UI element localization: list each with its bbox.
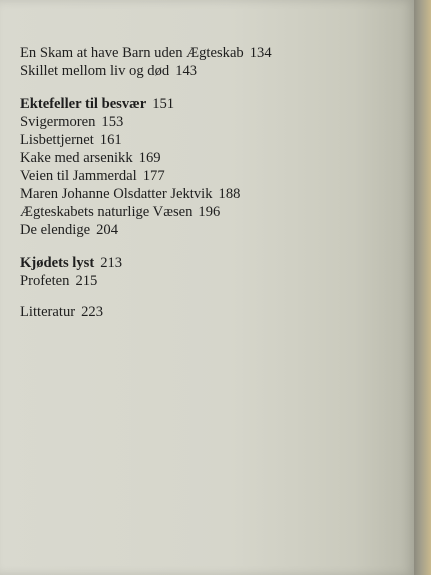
toc-entry-title: Veien til Jammerdal <box>20 168 137 184</box>
toc-section-page: 213 <box>100 255 123 271</box>
toc-entry <box>20 303 410 321</box>
toc-entry-title: Svigermoren <box>20 114 96 130</box>
toc-section-page: 151 <box>152 96 175 112</box>
page-edge <box>414 0 431 575</box>
toc-entry-page: 143 <box>175 63 198 79</box>
toc-entry <box>20 62 410 80</box>
toc-entry <box>20 44 410 62</box>
toc-entry <box>20 113 410 131</box>
table-of-contents <box>20 44 410 321</box>
toc-entry-title: En Skam at have Barn uden Ægteskab <box>20 45 244 61</box>
toc-entry-page: 177 <box>142 168 165 184</box>
section-gap <box>20 239 410 254</box>
toc-entry-page: 223 <box>81 304 103 320</box>
toc-entry-title: Litteratur <box>20 304 76 320</box>
toc-entry-title: Skillet mellom liv og død <box>20 63 170 79</box>
section-gap <box>20 80 410 95</box>
toc-entry-title: Kake med arsenikk <box>20 150 133 166</box>
toc-section-title: Ektefeller til besvær <box>20 96 147 112</box>
toc-entry-page: 215 <box>75 273 98 289</box>
toc-entry-title: Profeten <box>20 273 70 289</box>
toc-entry-page: 169 <box>138 150 161 166</box>
toc-entry <box>20 149 410 167</box>
toc-entry <box>20 221 410 239</box>
toc-entry <box>20 185 410 203</box>
toc-entry-page: 134 <box>249 45 272 61</box>
toc-entry-title: Ægteskabets naturlige Væsen <box>20 204 193 220</box>
section-gap <box>20 290 410 303</box>
toc-section-title: Kjødets lyst <box>20 255 95 271</box>
toc-entry-page: 161 <box>99 132 122 148</box>
toc-entry-title: Maren Johanne Olsdatter Jektvik <box>20 186 213 202</box>
toc-entry-page: 204 <box>96 222 118 238</box>
toc-entry <box>20 131 410 149</box>
toc-entry <box>20 203 410 221</box>
toc-entry-page: 153 <box>101 114 124 130</box>
toc-entry-page: 196 <box>198 204 221 220</box>
toc-entry-title: Lisbettjernet <box>20 132 94 148</box>
toc-entry <box>20 167 410 185</box>
toc-section-heading <box>20 254 410 272</box>
toc-section-heading <box>20 95 410 113</box>
toc-entry-page: 188 <box>218 186 241 202</box>
toc-entry-title: De elendige <box>20 222 91 238</box>
toc-entry <box>20 272 410 290</box>
